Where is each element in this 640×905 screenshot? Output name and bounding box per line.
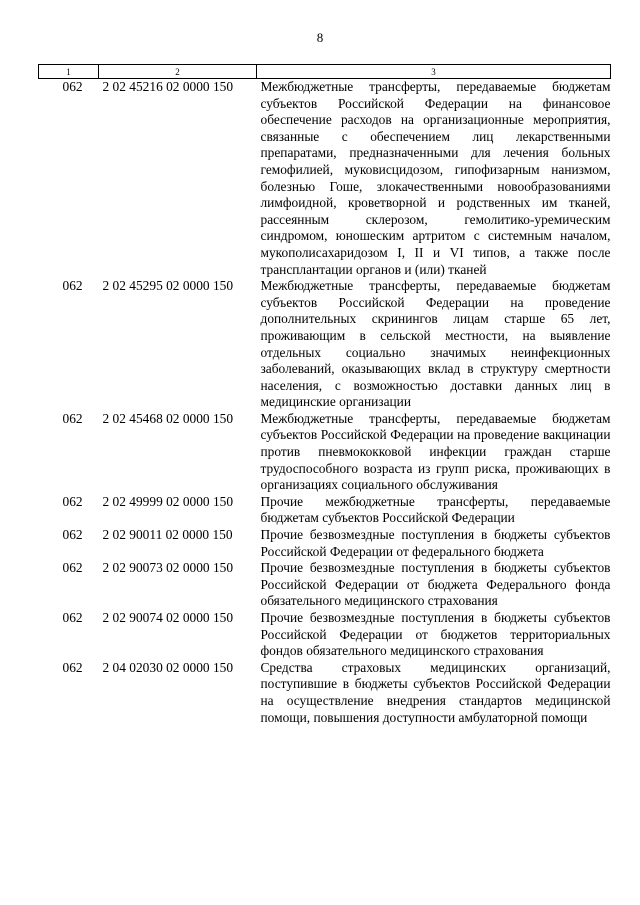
table-row: [39, 527, 611, 560]
table-row: [39, 79, 611, 279]
page-number: 8: [316, 30, 324, 45]
income-description: Прочие безвозмездные поступления в бюджеты субъектов Российской Федерации от бюджетов территориальных фондов обязательного медицинского страхования: [260, 610, 611, 659]
budget-classification-code: 2 02 49999 02 0000 150: [102, 493, 234, 509]
table-row: [39, 494, 611, 527]
administrator-code: 062: [62, 560, 83, 576]
administrator-code: 062: [62, 610, 83, 625]
header-row: [39, 65, 611, 79]
budget-classification-code: 2 04 02030 02 0000 150: [102, 659, 234, 675]
administrator-code: 062: [62, 659, 83, 675]
column-header-3: 3: [257, 65, 611, 79]
income-description: Межбюджетные трансферты, передаваемые бюджетам субъектов Российской Федерации на финансовое обеспечение расходов на организационные мероприятия, связанные с обеспечением лиц лекарственными препаратами, предназначенными для лечения больных гемофилией, муковисцидозом, гипофизарным нанизмом, болезнью Гоше, злокачественными новообразованиями лимфоидной, кроветворной и родственных им тканей, рассеянным склерозом, гемолитико-уремическим синдромом, юношеским артритом с системным началом, мукополисахаридозом I, II и VI типов, а также после трансплантации органов и (или) тканей: [260, 79, 611, 277]
column-header-2: 2: [99, 65, 257, 79]
table-row: [39, 610, 611, 660]
administrator-code: 062: [62, 410, 83, 426]
budget-classification-code: 2 02 90073 02 0000 150: [102, 560, 234, 576]
budget-classification-code: 2 02 90074 02 0000 150: [102, 610, 234, 625]
table-row: [39, 660, 611, 726]
income-description: Средства страховых медицинских организаций, поступившие в бюджеты субъектов Российской Федерации на осуществление внедрения стандартов медицинской помощи, повышения доступности амбулаторной помощи: [260, 659, 611, 725]
budget-codes-table: [38, 64, 611, 726]
income-description: Прочие межбюджетные трансферты, передаваемые бюджетам субъектов Российской Федерации: [260, 493, 611, 526]
budget-classification-code: 2 02 45295 02 0000 150: [102, 278, 234, 294]
administrator-code: 062: [62, 493, 83, 509]
table-row: [39, 278, 611, 411]
budget-classification-code: 2 02 45216 02 0000 150: [102, 79, 234, 94]
table-body: [39, 79, 611, 727]
table-row: [39, 560, 611, 610]
table-header: [39, 65, 611, 79]
budget-classification-code: 2 02 90011 02 0000 150: [102, 527, 233, 543]
table-row: [39, 411, 611, 494]
income-description: Прочие безвозмездные поступления в бюджеты субъектов Российской Федерации от бюджета Федерального фонда обязательного медицинского страхования: [260, 560, 611, 609]
administrator-code: 062: [62, 79, 83, 94]
income-description: Межбюджетные трансферты, передаваемые бюджетам субъектов Российской Федерации на проведение дополнительных скринингов лицам старше 65 лет, проживающим в сельской местности, на выявление отдельных социально значимых неинфекционных заболеваний, оказывающих вклад в структуру смертности населения, с возможностью доставки данных лиц в медицинские организации: [260, 278, 611, 410]
administrator-code: 062: [62, 278, 83, 294]
income-description: Межбюджетные трансферты, передаваемые бюджетам субъектов Российской Федерации на проведение вакцинации против пневмококковой инфекции граждан старше трудоспособного возраста из групп риска, проживающих в организациях социального обслуживания: [260, 410, 611, 493]
administrator-code: 062: [62, 527, 83, 543]
budget-classification-code: 2 02 45468 02 0000 150: [102, 410, 234, 426]
column-header-1: 1: [39, 65, 99, 79]
income-description: Прочие безвозмездные поступления в бюджеты субъектов Российской Федерации от федерального бюджета: [260, 527, 611, 559]
